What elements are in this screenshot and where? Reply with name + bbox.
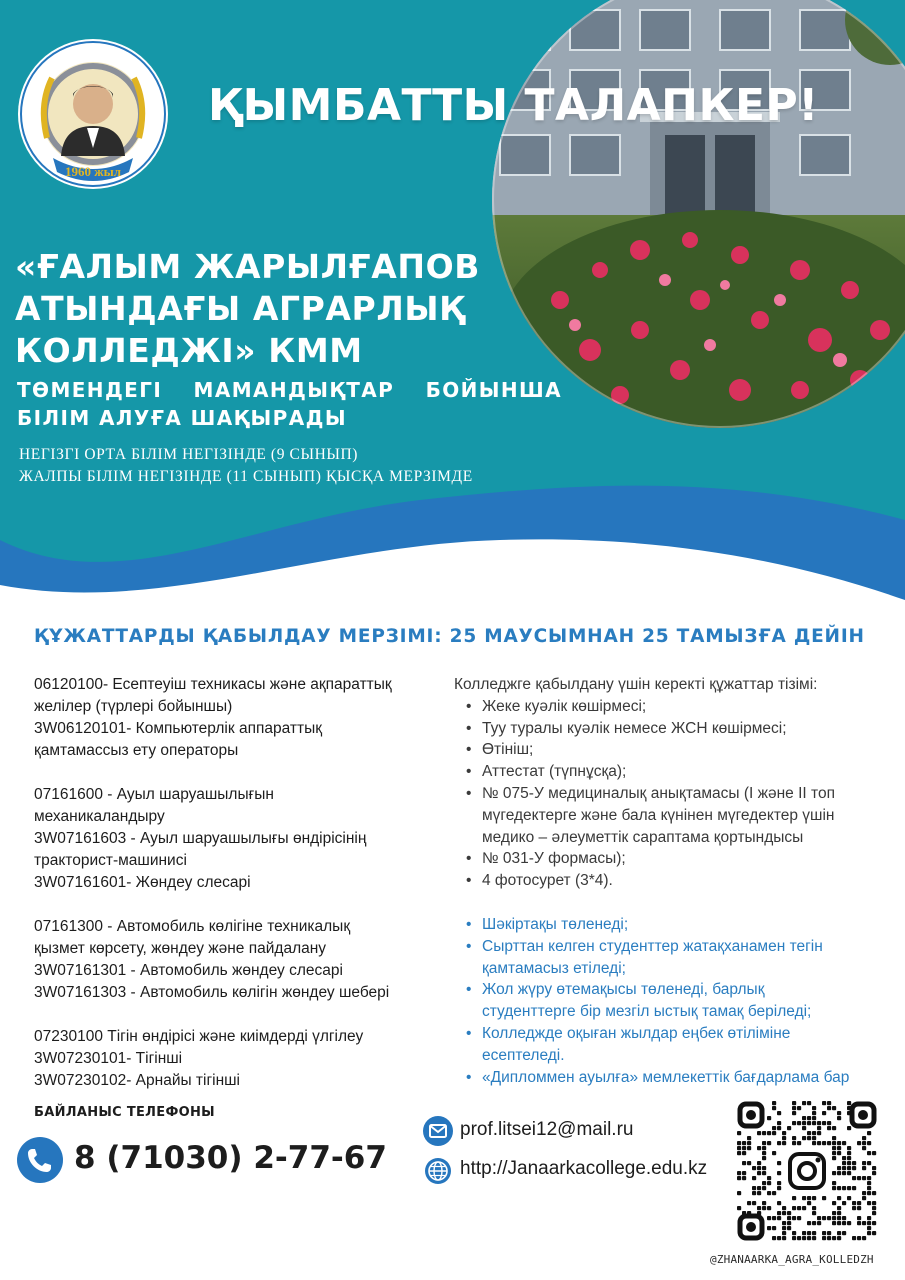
specialty-block [34, 916, 444, 1004]
specialties-list [34, 674, 444, 1114]
contact-label: БАЙЛАНЫС ТЕЛЕФОНЫ [34, 1105, 215, 1120]
specialty-block [34, 674, 444, 762]
invitation-text [17, 376, 562, 432]
specialty-block [34, 784, 444, 894]
admission-deadline: ҚҰЖАТТАРДЫ ҚАБЫЛДАУ МЕРЗІМІ: 25 МАУСЫМНАН 25 ТАМЫЗҒА ДЕЙІН [34, 626, 865, 647]
document-item: • Аттестат (түпнұсқа); [454, 761, 894, 783]
invitation-word: МАМАНДЫҚТАР [193, 378, 395, 402]
college-name [15, 246, 515, 372]
phone-number[interactable]: 8 (71030) 2-77-67 [74, 1140, 387, 1176]
college-logo [17, 38, 169, 190]
document-item: • № 031-У формасы); [454, 848, 894, 870]
invitation-word: БОЙЫНША [425, 378, 562, 402]
benefits-list [454, 914, 894, 1088]
basis-line: ЖАЛПЫ БІЛІМ НЕГІЗІНДЕ (11 СЫНЫП) ҚЫСҚА МЕРЗІМДЕ [19, 468, 473, 485]
specialty-line: механикаландыру [34, 808, 165, 825]
logo-year: 1960 жыл [64, 164, 122, 179]
specialty-line: 07230100 Тігін өндірісі және киімдерді үлгілеу [34, 1028, 364, 1045]
documents-list [454, 696, 894, 892]
invitation-line: БІЛІМ АЛУҒА ШАҚЫРАДЫ [17, 406, 347, 430]
specialty-line: қызмет көрсету, жөндеу және пайдалану [34, 940, 327, 957]
invitation-word: ТӨМЕНДЕГІ [17, 378, 163, 402]
education-basis [19, 444, 473, 488]
benefit-item: • Шәкіртақы төленеді; [454, 914, 894, 936]
specialty-line: 07161600 - Ауыл шаруашылығын [34, 786, 274, 803]
document-item: • Өтініш; [454, 739, 894, 761]
document-item: • 4 фотосурет (3*4). [454, 870, 894, 892]
specialty-line: 3W07161301 - Автомобиль жөндеу слесарі [34, 962, 343, 979]
specialty-line: 3W06120101- Компьютерлік аппараттық [34, 720, 322, 737]
document-item: • Туу туралы куәлік немесе ЖСН көшірмесі; [454, 718, 894, 740]
headline: ҚЫМБАТТЫ ТАЛАПКЕР! [208, 80, 819, 131]
benefit-item: • Колледжде оқыған жылдар еңбек өтіліміне есептеледі. [454, 1023, 894, 1067]
email-link[interactable]: prof.litsei12@mail.ru [460, 1119, 634, 1140]
instagram-handle[interactable]: @ZHANAARKA_AGRA_KOLLEDZH [710, 1253, 874, 1266]
specialty-line: 3W07230102- Арнайы тігінші [34, 1072, 241, 1089]
benefit-item: • «Дипломмен ауылға» мемлекеттік бағдарлама бар [454, 1067, 894, 1089]
specialty-line: желілер (түрлері бойыншы) [34, 698, 233, 715]
documents-title: Колледжге қабылдану үшін керекті құжаттар тізімі: [454, 676, 818, 693]
college-name-line: КОЛЛЕДЖІ» КММ [15, 331, 363, 370]
specialty-line: 06120100- Есептеуіш техникасы және ақпараттық [34, 676, 392, 693]
required-documents [454, 674, 894, 1088]
specialty-line: 3W07161601- Жөндеу слесарі [34, 874, 251, 891]
specialty-line: 07161300 - Автомобиль көлігіне техникалық [34, 918, 351, 935]
specialty-line: қамтамассыз ету операторы [34, 742, 239, 759]
phone-icon [17, 1137, 63, 1183]
website-link[interactable]: http://Janaarkacollege.edu.kz [460, 1158, 708, 1179]
specialty-line: 3W07230101- Тігінші [34, 1050, 183, 1067]
basis-line: НЕГІЗГІ ОРТА БІЛІМ НЕГІЗІНДЕ (9 СЫНЫП) [19, 446, 359, 463]
header-banner [0, 0, 905, 600]
email-icon [423, 1116, 453, 1146]
instagram-qr-code[interactable] [737, 1101, 877, 1241]
benefit-item: • Жол жүру өтемақысы төленеді, барлық студенттерге бір мезгіл ыстық тамақ беріледі; [454, 979, 894, 1023]
specialty-line: тракторист-машинисі [34, 852, 187, 869]
specialty-block [34, 1026, 444, 1092]
specialty-line: 3W07161603 - Ауыл шаруашылығы өндірісінің [34, 830, 367, 847]
college-name-line: АТЫНДАҒЫ АГРАРЛЫҚ [15, 289, 466, 328]
document-item: • Жеке куәлік көшірмесі; [454, 696, 894, 718]
globe-icon [423, 1156, 453, 1186]
document-item: • № 075-У медициналық анықтамасы (I және II топ мүгедектерге және бала күнінен мүгедектер үшін медико – әлеуметтік сараптама қортындысы [454, 783, 894, 848]
specialty-line: 3W07161303 - Автомобиль көлігін жөндеу шебері [34, 984, 390, 1001]
college-name-line: «ҒАЛЫМ ЖАРЫЛҒАПОВ [15, 247, 480, 286]
benefit-item: • Сырттан келген студенттер жатақханамен тегін қамтамасыз етіледі; [454, 936, 894, 980]
